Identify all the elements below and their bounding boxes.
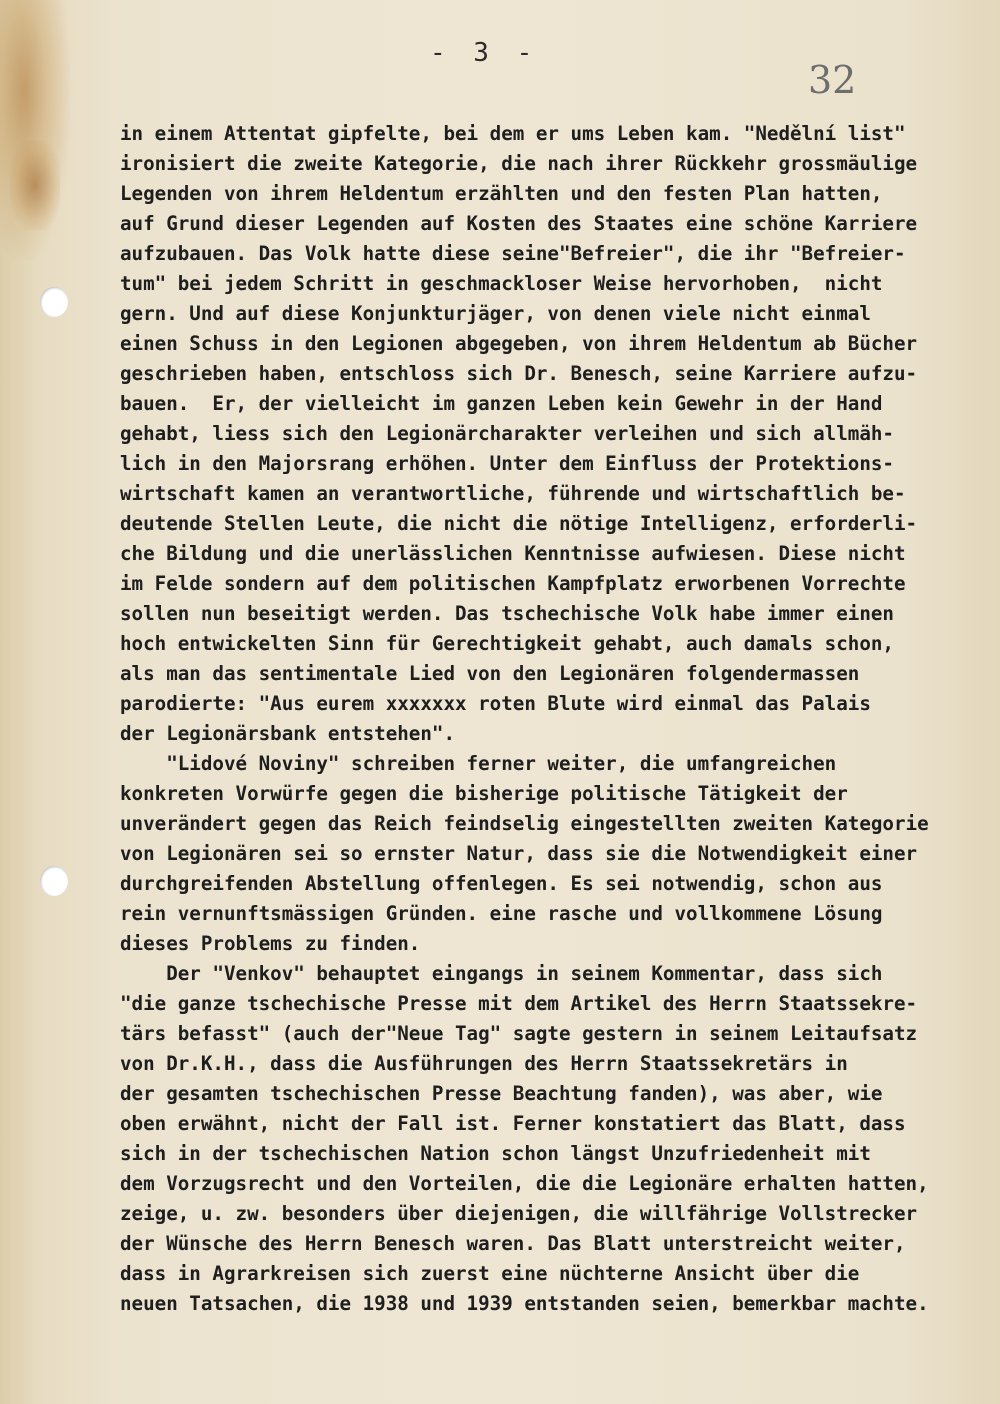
page-number: - 3 -: [430, 38, 539, 68]
text-line: tärs befasst" (auch der"Neue Tag" sagte gestern in seinem Leitaufsatz: [120, 1022, 918, 1045]
text-line: auf Grund dieser Legenden auf Kosten des Staates eine schöne Karriere: [120, 212, 918, 235]
text-line: che Bildung und die unerlässlichen Kenntnisse aufwiesen. Diese nicht: [120, 542, 906, 565]
text-line: von Legionären sei so ernster Natur, dass sie die Notwendigkeit einer: [120, 842, 918, 865]
text-line: sollen nun beseitigt werden. Das tschechische Volk habe immer einen: [120, 602, 894, 625]
text-line: deutende Stellen Leute, die nicht die nötige Intelligenz, erforderli-: [120, 512, 918, 535]
text-line: aufzubauen. Das Volk hatte diese seine"Befreier", die ihr "Befreier-: [120, 242, 906, 265]
text-line: im Felde sondern auf dem politischen Kampfplatz erworbenen Vorrechte: [120, 572, 906, 595]
text-line: hoch entwickelten Sinn für Gerechtigkeit gehabt, auch damals schon,: [120, 632, 894, 655]
text-line: oben erwähnt, nicht der Fall ist. Ferner konstatiert das Blatt, dass: [120, 1112, 906, 1135]
text-line: dass in Agrarkreisen sich zuerst eine nüchterne Ansicht über die: [120, 1262, 860, 1285]
text-line: "Lidové Noviny" schreiben ferner weiter, die umfangreichen: [120, 752, 837, 775]
text-line: durchgreifenden Abstellung offenlegen. Es sei notwendig, schon aus: [120, 872, 883, 895]
text-line: lich in den Majorsrang erhöhen. Unter dem Einfluss der Protektions-: [120, 452, 894, 475]
text-line: dem Vorzugsrecht und den Vorteilen, die die Legionäre erhalten hatten,: [120, 1172, 929, 1195]
punch-hole-bottom: [40, 866, 68, 896]
text-line: der Legionärsbank entstehen".: [120, 722, 456, 745]
text-line: parodierte: "Aus eurem xxxxxxx roten Blute wird einmal das Palais: [120, 692, 871, 715]
text-line: von Dr.K.H., dass die Ausführungen des Herrn Staatssekretärs in: [120, 1052, 848, 1075]
text-line: dieses Problems zu finden.: [120, 932, 421, 955]
text-line: sich in der tschechischen Nation schon längst Unzufriedenheit mit: [120, 1142, 871, 1165]
text-line: wirtschaft kamen an verantwortliche, führende und wirtschaftlich be-: [120, 482, 906, 505]
text-line: gehabt, liess sich den Legionärcharakter verleihen und sich allmäh-: [120, 422, 894, 445]
text-line: der gesamten tschechischen Presse Beachtung fanden), was aber, wie: [120, 1082, 883, 1105]
text-line: tum" bei jedem Schritt in geschmackloser Weise hervorhoben, nicht: [120, 272, 883, 295]
text-line: "die ganze tschechische Presse mit dem Artikel des Herrn Staatssekre-: [120, 992, 918, 1015]
text-line: gern. Und auf diese Konjunkturjäger, von denen viele nicht einmal: [120, 302, 871, 325]
text-line: zeige, u. zw. besonders über diejenigen, die willfährige Vollstrecker: [120, 1202, 918, 1225]
text-line: ironisiert die zweite Kategorie, die nach ihrer Rückkehr grossmäulige: [120, 152, 918, 175]
text-line: geschrieben haben, entschloss sich Dr. Benesch, seine Karriere aufzu-: [120, 362, 918, 385]
text-line: unverändert gegen das Reich feindselig eingestellten zweiten Kategorie: [120, 812, 929, 835]
body-text: [120, 119, 980, 1319]
text-line: bauen. Er, der vielleicht im ganzen Leben kein Gewehr in der Hand: [120, 392, 883, 415]
text-line: neuen Tatsachen, die 1938 und 1939 entstanden seien, bemerkbar machte.: [120, 1292, 929, 1315]
text-line: in einem Attentat gipfelte, bei dem er ums Leben kam. "Nedělní list": [120, 122, 906, 145]
staple-mark: [10, 140, 60, 230]
text-line: Legenden von ihrem Heldentum erzählten und den festen Plan hatten,: [120, 182, 883, 205]
punch-hole-top: [40, 287, 68, 317]
text-line: der Wünsche des Herrn Benesch waren. Das Blatt unterstreicht weiter,: [120, 1232, 906, 1255]
folio-number: 32: [808, 58, 857, 102]
text-line: einen Schuss in den Legionen abgegeben, von ihrem Heldentum ab Bücher: [120, 332, 918, 355]
text-line: als man das sentimentale Lied von den Legionären folgendermassen: [120, 662, 860, 685]
text-line: rein vernunftsmässigen Gründen. eine rasche und vollkommene Lösung: [120, 902, 883, 925]
text-line: konkreten Vorwürfe gegen die bisherige politische Tätigkeit der: [120, 782, 848, 805]
text-line: Der "Venkov" behauptet eingangs in seinem Kommentar, dass sich: [120, 962, 883, 985]
